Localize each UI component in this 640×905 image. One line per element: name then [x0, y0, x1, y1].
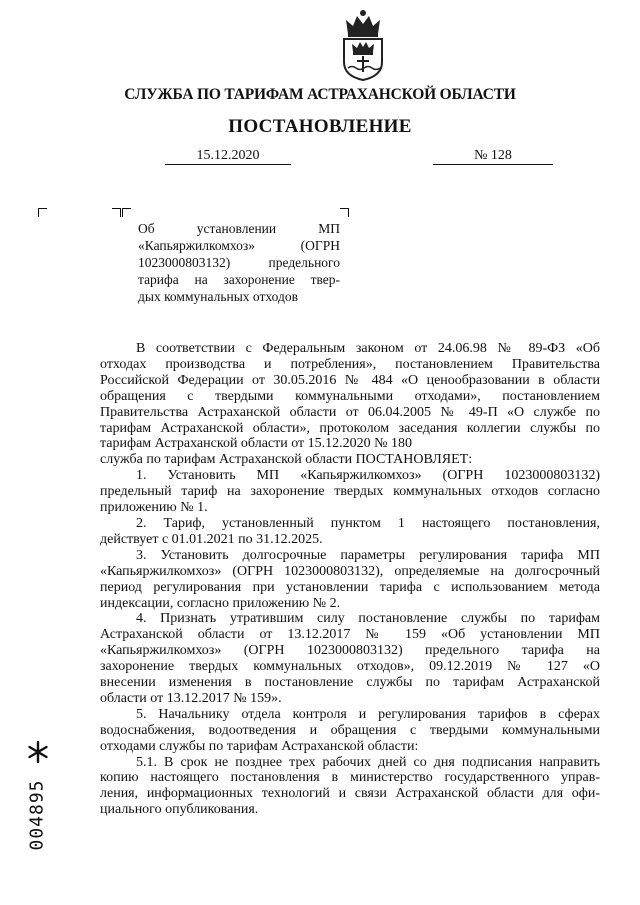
document-body — [100, 341, 600, 818]
item-3-line: 3. Установить долгосрочные параметры регулирования тарифа МП — [136, 547, 600, 563]
asterisk-stamp-icon — [26, 740, 50, 764]
item-2-line: 2. Тариф, установленный пунктом 1 настоящего постановления, — [136, 515, 600, 531]
item-4-line: Астраханской области от 13.12.2017 № 159 «Об установлении МП — [100, 627, 600, 643]
item-4-line: захоронение твердых коммунальных отходов», 09.12.2019 № 127 «О — [100, 659, 600, 675]
subject-line: 1023000803132) предельного — [138, 255, 340, 270]
body-line: тарифам Астраханской области от 15.12.2020 № 180 — [100, 436, 413, 452]
item-1-line: предельный тариф на захоронение твердых коммунальных отходов согласно — [100, 484, 600, 500]
item-3-line: индексации, согласно приложению № 2. — [100, 595, 341, 611]
registry-stamp — [2, 780, 72, 850]
item-5-1-line: 5.1. В срок не позднее трех рабочих дней со дня подписания направить — [136, 754, 600, 770]
document-date: 15.12.2020 — [165, 148, 291, 165]
item-5-line: 5. Начальнику отдела контроля и регулирования тарифов в сферах — [136, 706, 600, 722]
item-5-line: отходами службы по тарифам Астраханской области: — [100, 738, 419, 754]
item-4-line: внесении изменения в постановление службы по тарифам Астраханской — [100, 675, 600, 691]
body-line: тарифам Астраханской области», протоколом заседания коллегии службы по — [100, 420, 600, 436]
corner-mark — [122, 208, 131, 217]
subject-line: Об установлении МП — [138, 221, 340, 236]
body-line: Российской Федерации от 30.05.2016 № 484 «О ценообразовании в области — [100, 372, 600, 388]
item-4-line: области от 13.12.2017 № 159». — [100, 690, 282, 706]
subject-line: тарифа на захоронение твер- — [138, 272, 340, 287]
body-line: В соответствии с Федеральным законом от 24.06.98 № 89-ФЗ «Об — [136, 341, 600, 356]
body-line: обращения с твердыми коммунальными отходами», постановлением — [100, 388, 600, 404]
coat-of-arms-icon — [338, 8, 388, 82]
document-type: ПОСТАНОВЛЕНИЕ — [228, 116, 412, 137]
document-subject — [138, 220, 340, 305]
item-5-1-line: ления, информационных технологий и связи Астраханской области для офи- — [100, 786, 600, 802]
registry-stamp-number: 004895 — [26, 779, 48, 851]
body-line: Правительства Астраханской области от 06.04.2005 № 49-П «О службе по — [100, 404, 600, 420]
corner-mark — [38, 208, 47, 217]
item-1-line: 1. Установить МП «Капьяржилкомхоз» (ОГРН 1023000803132) — [136, 468, 600, 484]
corner-mark — [340, 208, 349, 217]
subject-line: дых коммунальных отходов — [138, 289, 298, 304]
resolves-line: служба по тарифам Астраханской области ПОСТАНОВЛЯЕТ: — [100, 452, 473, 468]
item-5-1-line: копию настоящего постановления в министерство государственного управ- — [100, 770, 600, 786]
item-3-line: «Капьяржилкомхоз» (ОГРН 1023000803132), определяемые на долгосрочный — [100, 563, 600, 579]
document-number: № 128 — [433, 148, 553, 165]
corner-mark — [112, 208, 121, 217]
item-5-line: водоснабжения, водоотведения и обращения с твердыми коммунальными — [100, 722, 600, 738]
item-4-line: «Капьяржилкомхоз» (ОГРН 1023000803132) предельного тарифа на — [100, 643, 600, 659]
item-4-line: 4. Признать утратившим силу постановление службы по тарифам — [136, 611, 600, 627]
organization-name: СЛУЖБА ПО ТАРИФАМ АСТРАХАНСКОЙ ОБЛАСТИ — [124, 86, 516, 103]
subject-line: «Капьяржилкомхоз» (ОГРН — [138, 238, 340, 253]
item-2-line: действует с 01.01.2021 по 31.12.2025. — [100, 531, 323, 547]
item-1-line: приложению № 1. — [100, 500, 208, 516]
body-line: отходах производства и потребления», постановлением Правительства — [100, 356, 600, 372]
item-3-line: период регулирования при установлении тарифа с использованием метода — [100, 579, 600, 595]
item-5-1-line: циального опубликования. — [100, 802, 259, 818]
